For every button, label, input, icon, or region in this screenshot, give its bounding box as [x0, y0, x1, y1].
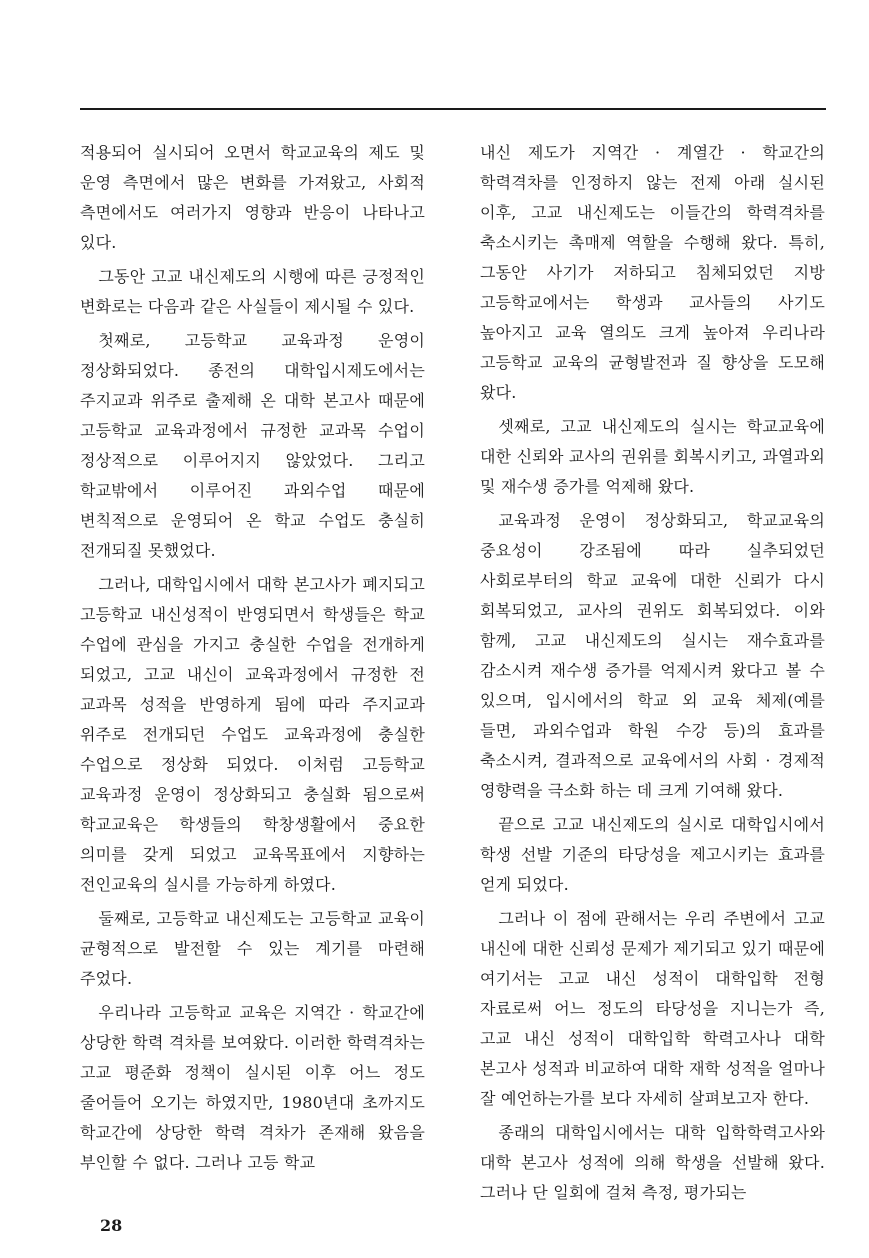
paragraph: 셋째로, 고교 내신제도의 실시는 학교교육에 대한 신뢰와 교사의 권위를 회복시키고, 과열과외 및 재수생 증가를 억제해 왔다. [480, 417, 825, 496]
paragraph: 그러나, 대학입시에서 대학 본고사가 폐지되고 고등학교 내신성적이 반영되면서 학생들은 학교 수업에 관심을 가지고 충실한 수업을 전개하게 되었고, 고교 내신이 교육과정에서 규정한 전 교과목 성적을 반영하게 됨에 따라 주지교과 위주로 전개되던 수업도 교육과정에 충실한 수업으로 정상화 되었다. 이처럼 고등학교 교육과정 운영이 정상화되고 충실화 됨으로써 학교교육은 학생들의 학창생활에서 중요한 의미를 갖게 되었고 교육목표에서 지향하는 전인교육의 실시를 가능하게 하였다. [80, 575, 425, 894]
left-column [80, 138, 425, 1182]
page-number: 28 [100, 1216, 123, 1235]
paragraph: 종래의 대학입시에서는 대학 입학학력고사와 대학 본고사 성적에 의해 학생을 선발해 왔다. 그러나 단 일회에 걸쳐 측정, 평가되는 [480, 1123, 825, 1202]
paragraph: 내신 제도가 지역간 · 계열간 · 학교간의 학력격차를 인정하지 않는 전제 아래 실시된 이후, 고교 내신제도는 이들간의 학력격차를 축소시키는 촉매제 역할을 수행해 왔다. 특히, 그동안 사기가 저하되고 침체되었던 지방 고등학교에서는 학생과 교사들의 사기도 높아지고 교육 열의도 크게 높아져 우리나라 고등학교 교육의 균형발전과 질 향상을 도모해 왔다. [480, 143, 825, 402]
paragraph: 적용되어 실시되어 오면서 학교교육의 제도 및 운영 측면에서 많은 변화를 가져왔고, 사회적 측면에서도 여러가지 영향과 반응이 나타나고 있다. [80, 143, 425, 252]
right-column [480, 138, 825, 1212]
paragraph: 우리나라 고등학교 교육은 지역간 · 학교간에 상당한 학력 격차를 보여왔다. 이러한 학력격차는 고교 평준화 정책이 실시된 이후 어느 정도 줄어들어 오기는 하였지만, 1980년대 초까지도 학교간에 상당한 학력 격차가 존재해 왔음을 부인할 수 없다. 그러나 고등 학교 [80, 1003, 425, 1172]
paragraph: 교육과정 운영이 정상화되고, 학교교육의 중요성이 강조됨에 따라 실추되었던 사회로부터의 학교 교육에 대한 신뢰가 다시 회복되었고, 교사의 권위도 회복되었다. 이와 함께, 고교 내신제도의 실시는 재수효과를 감소시켜 재수생 증가를 억제시켜 왔다고 볼 수 있으며, 입시에서의 학교 외 교육 체제(예를 들면, 과외수업과 학원 수강 등)의 효과를 축소시켜, 결과적으로 교육에서의 사회 · 경제적 영향력을 극소화 하는 데 크게 기여해 왔다. [480, 511, 825, 800]
paragraph: 그동안 고교 내신제도의 시행에 따른 긍정적인 변화로는 다음과 같은 사실들이 제시될 수 있다. [80, 267, 425, 316]
paragraph: 끝으로 고교 내신제도의 실시로 대학입시에서 학생 선발 기준의 타당성을 제고시키는 효과를 얻게 되었다. [480, 815, 825, 894]
paragraph: 둘째로, 고등학교 내신제도는 고등학교 교육이 균형적으로 발전할 수 있는 계기를 마련해 주었다. [80, 909, 425, 988]
header-rule [80, 108, 826, 110]
paragraph: 첫째로, 고등학교 교육과정 운영이 정상화되었다. 종전의 대학입시제도에서는 주지교과 위주로 출제해 온 대학 본고사 때문에 고등학교 교육과정에서 규정한 교과목 수업이 정상적으로 이루어지지 않았었다. 그리고 학교밖에서 이루어진 과외수업 때문에 변칙적으로 운영되어 온 학교 수업도 충실히 전개되질 못했었다. [80, 331, 425, 560]
paragraph: 그러나 이 점에 관해서는 우리 주변에서 고교 내신에 대한 신뢰성 문제가 제기되고 있기 때문에 여기서는 고교 내신 성적이 대학입학 전형 자료로써 어느 정도의 타당성을 지니는가 즉, 고교 내신 성적이 대학입학 학력고사나 대학 본고사 성적과 비교하여 대학 재학 성적을 얼마나 잘 예언하는가를 보다 자세히 살펴보고자 한다. [480, 909, 825, 1108]
